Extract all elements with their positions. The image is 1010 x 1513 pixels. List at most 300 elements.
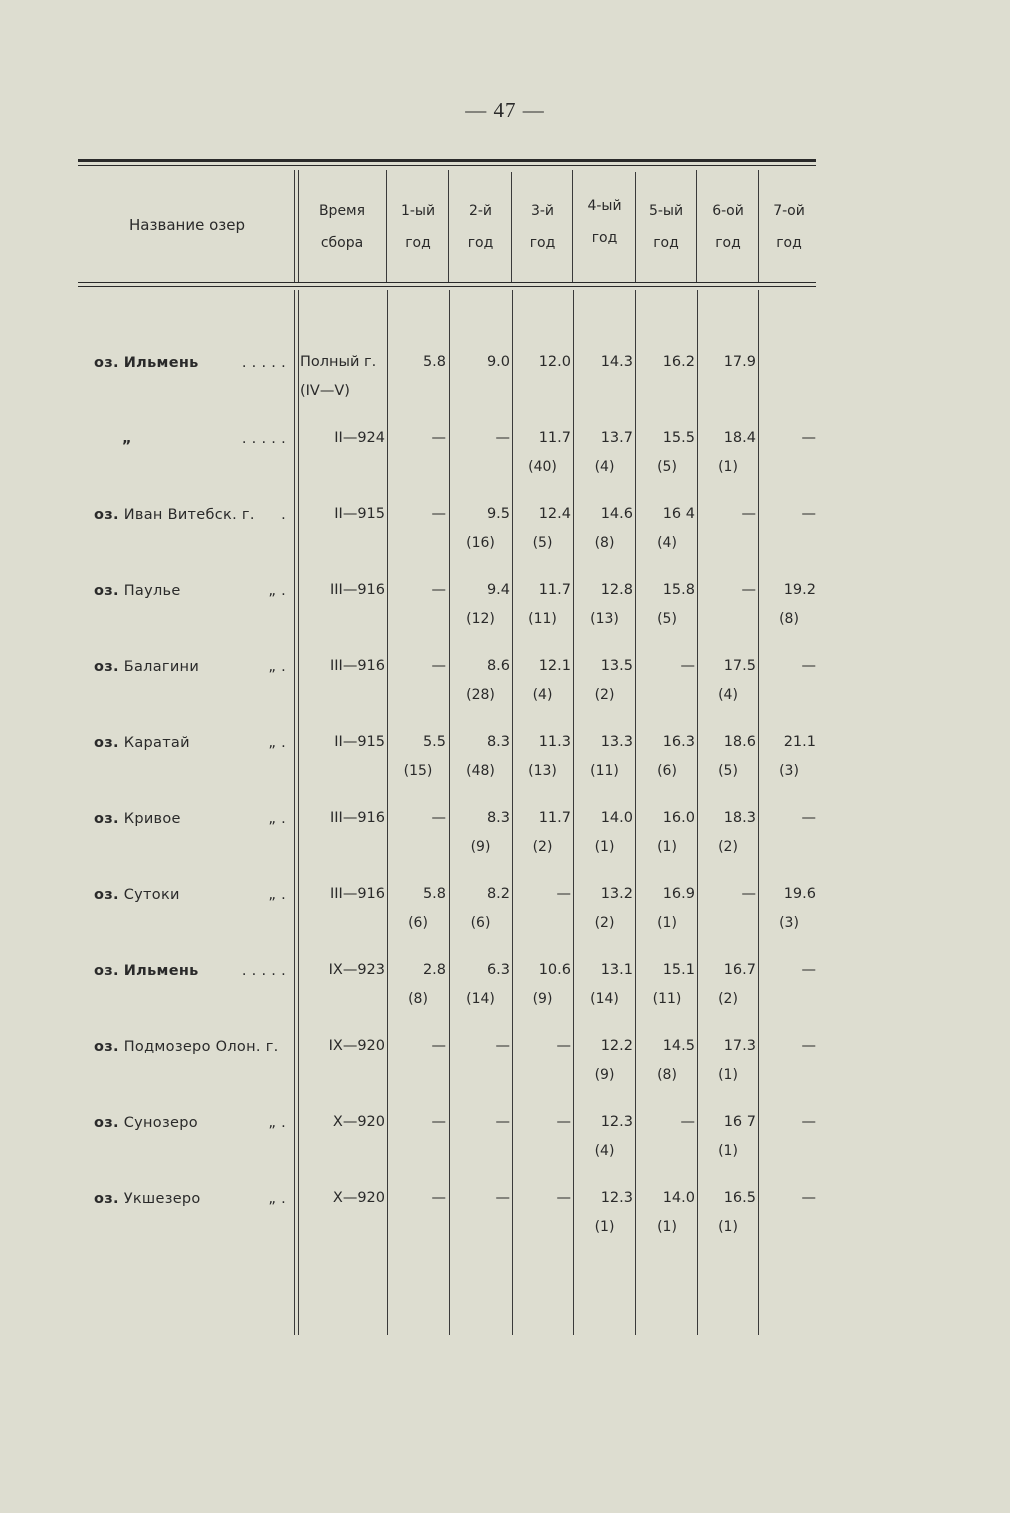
table-row xyxy=(0,887,1010,957)
header-year-label: 2-й xyxy=(468,203,493,219)
header-divider xyxy=(386,170,387,282)
length-value: 8.2 xyxy=(486,886,510,902)
year-4-cell xyxy=(576,576,633,634)
leader-dots: . . . . . xyxy=(241,963,286,979)
length-value: — xyxy=(801,1038,816,1054)
year-2-cell xyxy=(451,424,510,453)
header-year-label: 4-ый xyxy=(587,198,622,214)
sample-count: (4) xyxy=(532,687,553,703)
length-value: — xyxy=(431,1114,446,1130)
year-5-cell xyxy=(639,1032,695,1090)
year-5-cell xyxy=(639,424,695,482)
leader-dots: . . . . . xyxy=(241,355,286,371)
year-1-cell xyxy=(390,880,446,938)
collection-time-cell: IX—923 xyxy=(328,962,385,978)
table-row xyxy=(0,507,1010,577)
table-row xyxy=(0,355,1010,425)
length-value: — xyxy=(741,886,756,902)
year-4-cell xyxy=(576,1184,633,1242)
year-2-cell xyxy=(451,1108,510,1137)
year-2-cell xyxy=(451,728,510,786)
sample-count: (1) xyxy=(594,1219,615,1235)
page-number: — 47 — xyxy=(465,98,545,122)
year-3-cell xyxy=(514,348,571,377)
year-5-cell xyxy=(639,956,695,1014)
header-year-label: 5-ый xyxy=(648,203,684,219)
length-value: 18.6 xyxy=(723,734,756,750)
year-3-cell xyxy=(514,1108,571,1137)
year-5-cell xyxy=(639,804,695,862)
year-4-cell xyxy=(576,1108,633,1166)
year-6-cell xyxy=(700,652,756,710)
year-3-cell xyxy=(514,804,571,862)
sample-count: (9) xyxy=(470,839,491,855)
year-1-cell xyxy=(390,804,446,833)
length-value: — xyxy=(556,886,571,902)
length-value: 14.0 xyxy=(600,810,633,826)
lake-prefix: оз. xyxy=(94,811,119,827)
lake-name: Сутоки xyxy=(123,887,180,903)
header-divider xyxy=(448,170,449,282)
length-value: 5.8 xyxy=(422,886,446,902)
length-value: 8.6 xyxy=(486,658,510,674)
header-year-5 xyxy=(636,195,696,259)
year-3-cell xyxy=(514,1032,571,1061)
header-divider xyxy=(511,172,512,282)
year-3-cell xyxy=(514,1184,571,1213)
lake-name: Укшезеро xyxy=(123,1191,201,1207)
length-value: 6.3 xyxy=(486,962,510,978)
sample-count: (5) xyxy=(532,535,553,551)
length-value: — xyxy=(741,506,756,522)
year-2-cell xyxy=(451,1032,510,1061)
length-value: 8.3 xyxy=(486,810,510,826)
year-1-cell xyxy=(390,576,446,605)
year-3-cell xyxy=(514,956,571,1014)
header-lake-name: Название озер xyxy=(129,216,245,234)
length-value: 14.3 xyxy=(600,354,633,370)
year-2-cell xyxy=(451,956,510,1014)
year-2-cell xyxy=(451,652,510,710)
header-year-unit: год xyxy=(529,235,556,251)
collection-time-cell: II—915 xyxy=(334,506,385,522)
length-value: 2.8 xyxy=(422,962,446,978)
sample-count: (8) xyxy=(594,535,615,551)
length-value: — xyxy=(431,1038,446,1054)
year-4-cell xyxy=(576,880,633,938)
header-divider xyxy=(696,170,697,282)
length-value: 16.9 xyxy=(662,886,695,902)
year-6-cell xyxy=(700,956,756,1014)
length-value: 17.9 xyxy=(723,354,756,370)
header-year-unit: год xyxy=(467,235,494,251)
length-value: 17.3 xyxy=(723,1038,756,1054)
table-row xyxy=(0,811,1010,881)
length-value: 9.4 xyxy=(486,582,510,598)
year-6-cell xyxy=(700,576,756,605)
year-3-cell xyxy=(514,424,571,482)
header-year-unit: год xyxy=(653,235,679,251)
sample-count: (16) xyxy=(466,535,495,551)
length-value: 13.7 xyxy=(600,430,633,446)
table-top-rule xyxy=(78,159,816,162)
table-row xyxy=(0,1191,1010,1261)
length-value: 16.0 xyxy=(662,810,695,826)
collection-time-cell: III—916 xyxy=(329,582,385,598)
lake-name-cell xyxy=(94,887,288,903)
sample-count: (13) xyxy=(528,763,557,779)
sample-count: (2) xyxy=(718,991,738,1007)
year-7-cell xyxy=(762,424,816,453)
length-value: — xyxy=(431,1190,446,1206)
length-value: 11.3 xyxy=(538,734,571,750)
leader-dots: „ . xyxy=(268,1115,286,1131)
length-value: 18.4 xyxy=(723,430,756,446)
sample-count: (9) xyxy=(594,1067,615,1083)
year-6-cell xyxy=(700,728,756,786)
sample-count: (6) xyxy=(470,915,491,931)
year-1-cell xyxy=(390,728,446,786)
table-row xyxy=(0,1115,1010,1185)
sample-count: (14) xyxy=(590,991,619,1007)
year-7-cell xyxy=(762,956,816,985)
length-value: 15.1 xyxy=(662,962,695,978)
header-bottom-rule xyxy=(78,282,816,283)
year-1-cell xyxy=(390,1184,446,1213)
length-value: 14.5 xyxy=(662,1038,695,1054)
lake-name-cell xyxy=(94,355,288,371)
lake-name: Каратай xyxy=(123,735,190,751)
sample-count: (13) xyxy=(590,611,619,627)
leader-dots: „ . xyxy=(268,659,286,675)
year-4-cell xyxy=(576,1032,633,1090)
year-7-cell xyxy=(762,880,816,938)
year-5-cell xyxy=(639,728,695,786)
collection-time-cell: X—920 xyxy=(332,1190,385,1206)
sample-count: (1) xyxy=(718,1219,738,1235)
lake-prefix: оз. xyxy=(94,735,119,751)
header-divider xyxy=(298,170,299,282)
sample-count: (8) xyxy=(779,611,799,627)
length-value: 9.0 xyxy=(486,354,510,370)
lake-prefix: оз. xyxy=(94,1115,119,1131)
sample-count: (15) xyxy=(403,763,433,779)
length-value: — xyxy=(801,1190,816,1206)
lake-name: Иван Витебск. г. xyxy=(123,507,255,523)
year-7-cell xyxy=(762,500,816,529)
sample-count: (6) xyxy=(657,763,677,779)
leader-dots: . xyxy=(281,507,286,523)
header-year-7 xyxy=(760,195,818,259)
length-value: 9.5 xyxy=(486,506,510,522)
year-6-cell xyxy=(700,424,756,482)
header-year-unit: год xyxy=(405,235,431,251)
year-4-cell xyxy=(576,500,633,558)
year-3-cell xyxy=(514,880,571,909)
length-value: 10.6 xyxy=(538,962,571,978)
collection-time-cell: X—920 xyxy=(332,1114,385,1130)
sample-count: (1) xyxy=(718,1143,738,1159)
header-year-unit: год xyxy=(715,235,741,251)
length-value: 13.5 xyxy=(600,658,633,674)
lake-name: Ильмень xyxy=(123,355,199,371)
year-2-cell xyxy=(451,576,510,634)
length-value: — xyxy=(680,1114,695,1130)
length-value: 16.3 xyxy=(662,734,695,750)
year-4-cell xyxy=(576,728,633,786)
year-7-cell xyxy=(762,1108,816,1137)
year-7-cell xyxy=(762,728,816,786)
sample-count: (1) xyxy=(657,1219,677,1235)
length-value: 18.3 xyxy=(723,810,756,826)
length-value: 5.5 xyxy=(422,734,446,750)
lake-name-cell xyxy=(94,735,288,751)
header-time-line1: Время xyxy=(318,203,366,219)
length-value: — xyxy=(741,582,756,598)
sample-count: (48) xyxy=(466,763,495,779)
length-value: 16 4 xyxy=(662,506,695,522)
header-bottom-rule-double xyxy=(78,286,816,287)
header-divider xyxy=(294,170,295,282)
sample-count: (2) xyxy=(594,687,615,703)
length-value: 12.4 xyxy=(538,506,571,522)
year-2-cell xyxy=(451,880,510,938)
table-top-rule-thin xyxy=(78,165,816,166)
length-value: 11.7 xyxy=(538,810,571,826)
collection-time-cell: III—916 xyxy=(329,886,385,902)
collection-time-cell: II—915 xyxy=(334,734,385,750)
length-value: 19.2 xyxy=(783,582,816,598)
sample-count: (1) xyxy=(718,459,738,475)
table-row xyxy=(0,431,1010,501)
length-value: — xyxy=(801,430,816,446)
lake-name: Ильмень xyxy=(123,963,199,979)
length-value: 8.3 xyxy=(486,734,510,750)
year-4-cell xyxy=(576,424,633,482)
sample-count: (5) xyxy=(657,611,677,627)
sample-count: (11) xyxy=(528,611,557,627)
length-value: — xyxy=(556,1038,571,1054)
year-6-cell xyxy=(700,880,756,909)
header-divider xyxy=(758,170,759,282)
length-value: 12.1 xyxy=(538,658,571,674)
lake-name: Кривое xyxy=(123,811,181,827)
lake-name-cell xyxy=(94,583,288,599)
year-4-cell xyxy=(576,652,633,710)
collection-time-cell: II—924 xyxy=(334,430,385,446)
year-7-cell xyxy=(762,1032,816,1061)
year-5-cell xyxy=(639,348,695,377)
table-row xyxy=(0,659,1010,729)
collection-time-cell: III—916 xyxy=(329,810,385,826)
year-6-cell xyxy=(700,804,756,862)
leader-dots: „ . xyxy=(268,811,286,827)
header-year-label: 1-ый xyxy=(400,203,436,219)
year-1-cell xyxy=(390,1108,446,1137)
length-value: 13.3 xyxy=(600,734,633,750)
sample-count: (11) xyxy=(652,991,682,1007)
sample-count: (2) xyxy=(532,839,553,855)
sample-count: (8) xyxy=(408,991,428,1007)
leader-dots: „ . xyxy=(268,1191,286,1207)
header-year-3 xyxy=(513,195,572,259)
header-time xyxy=(300,195,384,259)
leader-dots: „ . xyxy=(268,583,286,599)
lake-name-cell xyxy=(94,431,288,447)
lake-name: „ xyxy=(122,431,132,447)
sample-count: (1) xyxy=(657,915,677,931)
length-value: — xyxy=(556,1114,571,1130)
year-5-cell xyxy=(639,880,695,938)
table-row xyxy=(0,735,1010,805)
year-2-cell xyxy=(451,348,510,377)
year-4-cell xyxy=(576,956,633,1014)
year-2-cell xyxy=(451,1184,510,1213)
length-value: 15.8 xyxy=(662,582,695,598)
length-value: 14.0 xyxy=(662,1190,695,1206)
length-value: 14.6 xyxy=(600,506,633,522)
length-value: — xyxy=(431,582,446,598)
length-value: 12.8 xyxy=(600,582,633,598)
length-value: 19.6 xyxy=(783,886,816,902)
lake-name-cell xyxy=(94,811,288,827)
sample-count: (4) xyxy=(657,535,677,551)
lake-name-cell xyxy=(94,1039,288,1055)
length-value: 16.7 xyxy=(723,962,756,978)
sample-count: (5) xyxy=(718,763,738,779)
length-value: 13.1 xyxy=(600,962,633,978)
lake-name-cell xyxy=(94,963,288,979)
table-row xyxy=(0,583,1010,653)
table-row xyxy=(0,963,1010,1033)
year-7-cell xyxy=(762,576,816,634)
sample-count: (5) xyxy=(657,459,677,475)
year-6-cell xyxy=(700,1184,756,1242)
sample-count: (4) xyxy=(594,1143,615,1159)
lake-name-cell xyxy=(94,1191,288,1207)
length-value: — xyxy=(801,506,816,522)
lake-prefix: оз. xyxy=(94,583,119,599)
sample-count: (9) xyxy=(532,991,553,1007)
header-year-unit: год xyxy=(591,230,618,246)
sample-count: (1) xyxy=(657,839,677,855)
header-divider xyxy=(572,170,573,282)
year-1-cell xyxy=(390,348,446,377)
year-1-cell xyxy=(390,424,446,453)
leader-dots: „ . xyxy=(268,735,286,751)
lake-name: Балагини xyxy=(123,659,200,675)
lake-prefix: оз. xyxy=(94,963,119,979)
year-7-cell xyxy=(762,1184,816,1213)
year-6-cell xyxy=(700,348,756,377)
lake-prefix: оз. xyxy=(94,1191,119,1207)
table-row xyxy=(0,1039,1010,1109)
length-value: 13.2 xyxy=(600,886,633,902)
year-6-cell xyxy=(700,500,756,529)
year-5-cell xyxy=(639,652,695,681)
year-2-cell xyxy=(451,500,510,558)
length-value: — xyxy=(495,430,510,446)
length-value: — xyxy=(431,810,446,826)
length-value: 16.5 xyxy=(723,1190,756,1206)
year-1-cell xyxy=(390,500,446,529)
header-year-2 xyxy=(450,195,511,259)
time-line: Полный г. xyxy=(300,354,377,370)
header-year-1 xyxy=(388,195,448,259)
length-value: 12.2 xyxy=(600,1038,633,1054)
year-1-cell xyxy=(390,956,446,1014)
year-7-cell xyxy=(762,652,816,681)
header-year-label: 7-ой xyxy=(773,203,805,219)
length-value: — xyxy=(680,658,695,674)
header-year-4 xyxy=(574,190,635,254)
length-value: 5.8 xyxy=(422,354,446,370)
lake-prefix: оз. xyxy=(94,887,119,903)
leader-dots: . . . . . xyxy=(241,431,286,447)
sample-count: (40) xyxy=(528,459,557,475)
length-value: — xyxy=(801,810,816,826)
length-value: 12.0 xyxy=(538,354,571,370)
header-time-line2: сбора xyxy=(320,235,364,251)
length-value: — xyxy=(431,430,446,446)
sample-count: (2) xyxy=(594,915,615,931)
sample-count: (4) xyxy=(718,687,738,703)
sample-count: (8) xyxy=(657,1067,677,1083)
length-value: 17.5 xyxy=(723,658,756,674)
lake-prefix: оз. xyxy=(94,507,119,523)
length-value: 11.7 xyxy=(538,430,571,446)
year-1-cell xyxy=(390,1032,446,1061)
lake-prefix: оз. xyxy=(94,659,119,675)
time-line: (IV—V) xyxy=(300,383,350,399)
length-value: — xyxy=(431,658,446,674)
lake-prefix: оз. xyxy=(94,355,119,371)
header-year-label: 3-й xyxy=(530,203,555,219)
year-2-cell xyxy=(451,804,510,862)
leader-dots: „ . xyxy=(268,887,286,903)
year-3-cell xyxy=(514,500,571,558)
year-4-cell xyxy=(576,348,633,377)
sample-count: (3) xyxy=(779,763,799,779)
lake-name-cell xyxy=(94,659,288,675)
sample-count: (6) xyxy=(408,915,428,931)
length-value: — xyxy=(801,658,816,674)
length-value: — xyxy=(495,1190,510,1206)
collection-time-cell: IX—920 xyxy=(328,1038,385,1054)
sample-count: (14) xyxy=(466,991,495,1007)
year-5-cell xyxy=(639,500,695,558)
header-year-unit: год xyxy=(776,235,802,251)
year-3-cell xyxy=(514,576,571,634)
length-value: 16.2 xyxy=(662,354,695,370)
length-value: — xyxy=(801,962,816,978)
length-value: — xyxy=(495,1114,510,1130)
sample-count: (2) xyxy=(718,839,738,855)
sample-count: (3) xyxy=(779,915,799,931)
lake-name: Подмозеро Олон. г. xyxy=(123,1039,279,1055)
sample-count: (1) xyxy=(718,1067,738,1083)
year-5-cell xyxy=(639,576,695,634)
length-value: — xyxy=(431,506,446,522)
collection-time-cell: III—916 xyxy=(329,658,385,674)
collection-time-cell xyxy=(300,348,385,406)
sample-count: (1) xyxy=(594,839,615,855)
lake-prefix: оз. xyxy=(94,1039,119,1055)
year-7-cell xyxy=(762,804,816,833)
year-4-cell xyxy=(576,804,633,862)
sample-count: (28) xyxy=(466,687,495,703)
length-value: 21.1 xyxy=(783,734,816,750)
